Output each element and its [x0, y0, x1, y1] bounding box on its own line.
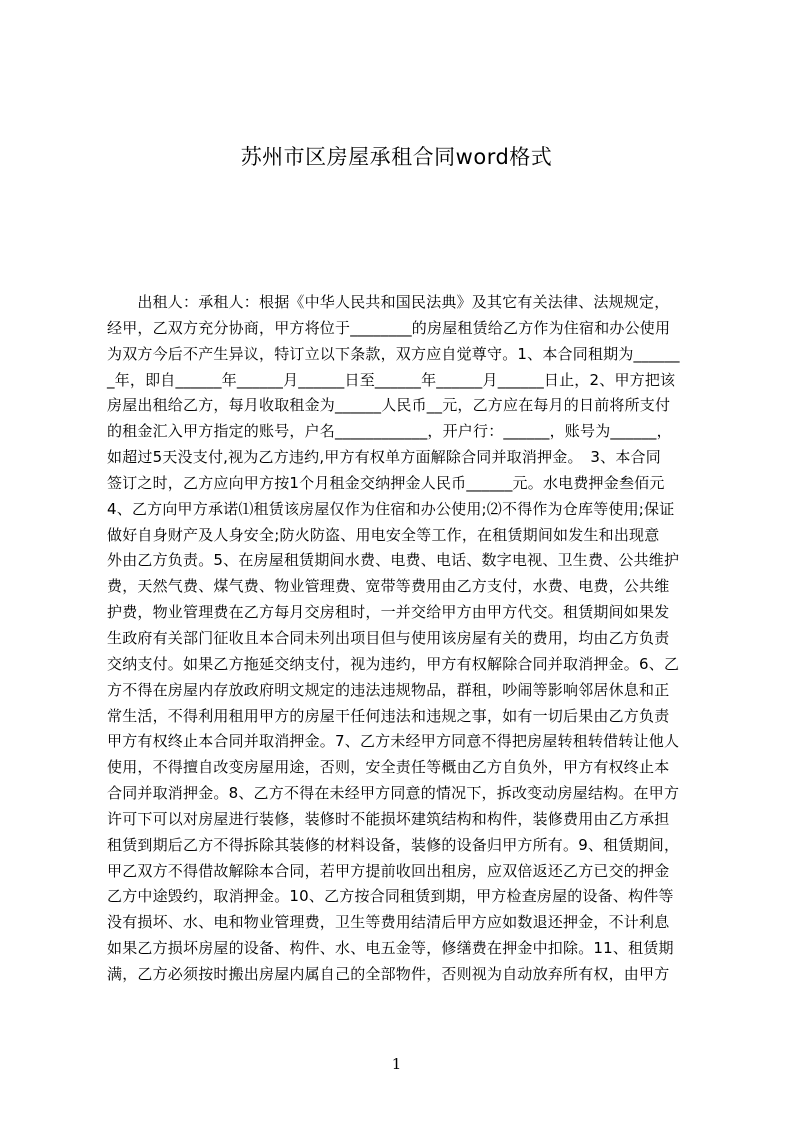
body-line: 使用，不得擅自改变房屋用途，否则，安全责任等概由乙方自负外，甲方有权终止本 — [107, 758, 670, 777]
body-line: 外由乙方负责。5、在房屋租赁期间水费、电费、电话、数字电视、卫生费、公共维护 — [107, 551, 680, 570]
body-line: 出租人：承租人：根据《中华人民共和国民法典》及其它有关法律、法规规定， — [107, 293, 670, 311]
body-line: 做好自身财产及人身安全;防火防盗、用电安全等工作，在租赁期间如发生和出现意 — [107, 525, 660, 544]
page-number: 1 — [391, 1055, 402, 1073]
body-line: _年，即自______年______月______日至______年______月______日止，2、甲方把该 — [107, 370, 676, 389]
body-line: 交纳支付。如果乙方拖延交纳支付，视为违约，甲方有权解除合同并取消押金。6、乙 — [107, 654, 680, 673]
body-line: 方不得在房屋内存放政府明文规定的违法违规物品，群租，吵闹等影响邻居休息和正 — [107, 680, 670, 699]
body-line: 没有损坏、水、电和物业管理费，卫生等费用结清后甲方应如数退还押金，不计利息 — [107, 913, 670, 932]
body-line: 生政府有关部门征收且本合同未列出项目但与使用该房屋有关的费用，均由乙方负责 — [107, 628, 670, 647]
body-line: 房屋出租给乙方，每月收取租金为______人民币__元，乙方应在每月的日前将所支付 — [107, 396, 671, 415]
body-line: 租赁到期后乙方不得拆除其装修的材料设备，装修的设备归甲方所有。9、租赁期间， — [107, 835, 680, 854]
body-line: 甲方有权终止本合同并取消押金。7、乙方未经甲方同意不得把房屋转租转借转让他人 — [107, 732, 680, 751]
contract-body — [107, 290, 698, 983]
body-line: 甲乙双方不得借故解除本合同，若甲方提前收回出租房，应双倍返还乙方已交的押金 — [107, 861, 670, 880]
document-title: 苏州市区房屋承租合同word格式 — [240, 145, 553, 169]
body-line: 护费，物业管理费在乙方每月交房租时，一并交给甲方由甲方代交。租赁期间如果发 — [107, 603, 670, 622]
body-line: 费，天然气费、煤气费、物业管理费、宽带等费用由乙方支付，水费、电费，公共维 — [107, 577, 670, 596]
body-line: 签订之时，乙方应向甲方按1个月租金交纳押金人民币______元。水电费押金叁佰元 — [107, 473, 665, 492]
body-line: 如超过5天没支付,视为乙方违约,甲方有权单方面解除合同并取消押金。 3、本合同 — [107, 448, 661, 467]
body-line: 满，乙方必须按时搬出房屋内属自己的全部物件，否则视为自动放弃所有权，由甲方 — [107, 964, 670, 983]
body-line: 合同并取消押金。8、乙方不得在未经甲方同意的情况下，拆改变动房屋结构。在甲方 — [107, 784, 680, 803]
body-line: 乙方中途毁约，取消押金。10、乙方按合同租赁到期，甲方检查房屋的设备、构件等 — [107, 887, 674, 906]
body-line: 如果乙方损坏房屋的设备、构件、水、电五金等，修缮费在押金中扣除。11、租赁期 — [107, 939, 674, 958]
body-line: 的租金汇入甲方指定的账号，户名____________，开户行：______，账号为______， — [107, 422, 672, 441]
body-line: 常生活，不得利用租用甲方的房屋干任何违法和违规之事，如有一切后果由乙方负责 — [107, 706, 670, 725]
body-line: 经甲，乙双方充分协商，甲方将位于________的房屋租赁给乙方作为住宿和办公使用 — [107, 318, 671, 337]
body-line: 许可下可以对房屋进行装修，装修时不能损坏建筑结构和构件，装修费用由乙方承担 — [107, 809, 670, 828]
body-line: 4、乙方向甲方承诺⑴租赁该房屋仅作为住宿和办公使用;⑵不得作为仓库等使用;保证 — [107, 499, 675, 518]
body-line: 为双方今后不产生异议，特订立以下条款，双方应自觉尊守。1、本合同租期为______ — [107, 344, 680, 363]
